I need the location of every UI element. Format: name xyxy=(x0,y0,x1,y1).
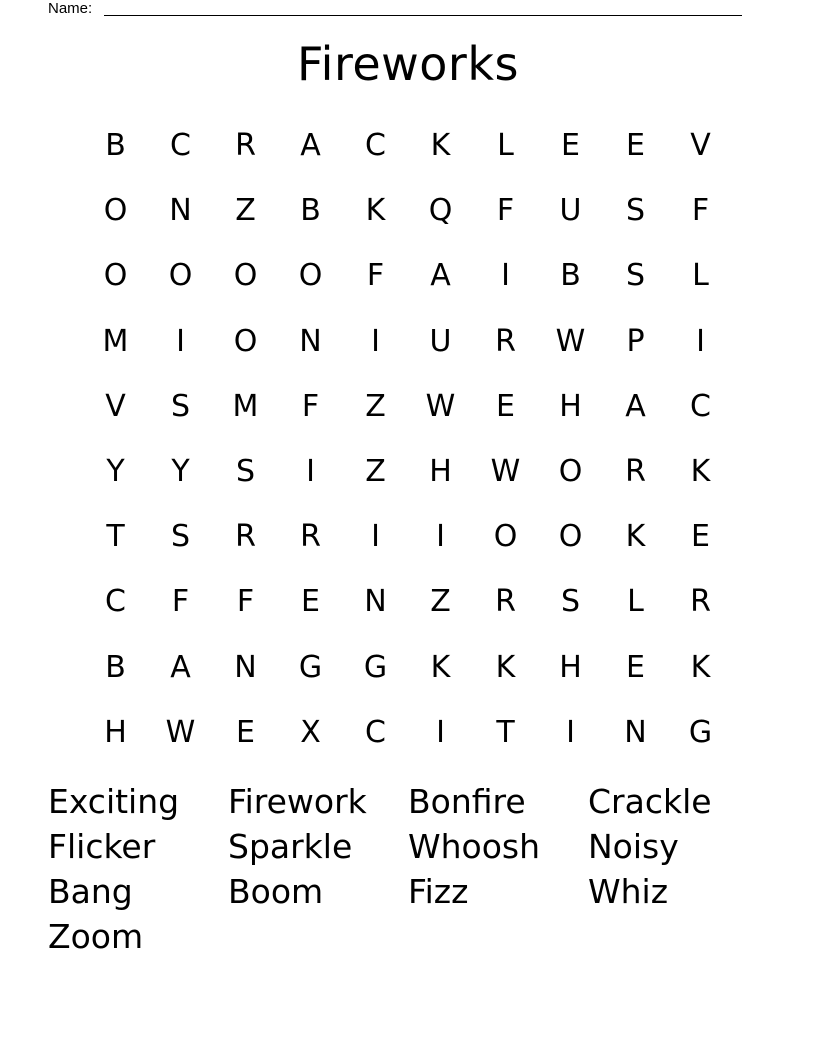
page-title: Fireworks xyxy=(297,37,519,91)
grid-letter: A xyxy=(625,388,646,424)
grid-letter: I xyxy=(371,323,380,359)
grid-letter: N xyxy=(299,323,322,359)
grid-letter: B xyxy=(105,649,126,685)
grid-letter: U xyxy=(429,323,452,359)
grid-letter: I xyxy=(696,323,705,359)
grid-letter: Z xyxy=(235,193,256,229)
grid-letter: K xyxy=(430,649,451,685)
grid-letter: I xyxy=(371,519,380,555)
grid-letter: I xyxy=(176,323,185,359)
grid-row xyxy=(83,113,733,178)
grid-letter: S xyxy=(235,454,256,490)
grid-letter: A xyxy=(170,649,191,685)
grid-row xyxy=(83,504,733,569)
grid-letter: I xyxy=(436,714,445,750)
grid-letter: E xyxy=(626,649,645,685)
grid-letter: I xyxy=(566,714,575,750)
grid-letter: E xyxy=(691,519,710,555)
word-list-item: Whiz xyxy=(588,872,669,911)
grid-row xyxy=(83,700,733,765)
name-field-row xyxy=(48,0,748,18)
grid-letter: V xyxy=(690,128,711,164)
word-list xyxy=(48,779,768,959)
grid-letter: K xyxy=(430,128,451,164)
grid-letter: Z xyxy=(365,454,386,490)
grid-letter: N xyxy=(624,714,647,750)
grid-letter: H xyxy=(559,388,582,424)
grid-letter: E xyxy=(626,128,645,164)
grid-letter: K xyxy=(625,519,646,555)
word-list-item: Boom xyxy=(228,872,324,911)
grid-letter: S xyxy=(170,519,191,555)
grid-letter: L xyxy=(627,584,644,620)
grid-letter: S xyxy=(625,258,646,294)
grid-letter: F xyxy=(496,193,515,229)
grid-letter: V xyxy=(105,388,126,424)
name-line[interactable] xyxy=(104,15,742,16)
grid-letter: E xyxy=(236,714,255,750)
grid-letter: N xyxy=(169,193,192,229)
grid-letter: E xyxy=(561,128,580,164)
grid-letter: B xyxy=(105,128,126,164)
grid-letter: K xyxy=(365,193,386,229)
grid-letter: Y xyxy=(106,454,125,490)
name-label: Name: xyxy=(48,0,93,17)
grid-letter: W xyxy=(425,388,456,424)
word-list-item: Firework xyxy=(228,782,367,821)
grid-letter: L xyxy=(692,258,709,294)
grid-letter: B xyxy=(300,193,321,229)
grid-letter: F xyxy=(301,388,320,424)
word-list-item: Sparkle xyxy=(228,827,353,866)
grid-letter: R xyxy=(235,519,256,555)
grid-letter: F xyxy=(691,193,710,229)
grid-letter: A xyxy=(300,128,321,164)
grid-letter: O xyxy=(558,454,583,490)
grid-letter: R xyxy=(625,454,646,490)
grid-letter: R xyxy=(495,323,516,359)
grid-letter: S xyxy=(625,193,646,229)
grid-letter: C xyxy=(105,584,126,620)
grid-letter: F xyxy=(236,584,255,620)
grid-letter: T xyxy=(106,519,125,555)
word-list-item: Crackle xyxy=(588,782,712,821)
grid-letter: U xyxy=(559,193,582,229)
grid-row xyxy=(83,635,733,700)
grid-letter: S xyxy=(170,388,191,424)
grid-letter: W xyxy=(490,454,521,490)
grid-letter: C xyxy=(170,128,191,164)
grid-letter: Z xyxy=(430,584,451,620)
grid-letter: C xyxy=(365,714,386,750)
grid-letter: K xyxy=(495,649,516,685)
grid-row xyxy=(83,439,733,504)
grid-letter: Y xyxy=(171,454,190,490)
grid-letter: Q xyxy=(428,193,453,229)
grid-letter: O xyxy=(233,323,258,359)
word-list-item: Zoom xyxy=(48,917,144,956)
grid-letter: F xyxy=(366,258,385,294)
grid-letter: O xyxy=(168,258,193,294)
grid-letter: P xyxy=(626,323,645,359)
grid-letter: H xyxy=(429,454,452,490)
word-list-item: Noisy xyxy=(588,827,679,866)
grid-letter: H xyxy=(559,649,582,685)
grid-letter: N xyxy=(234,649,257,685)
grid-row xyxy=(83,178,733,243)
grid-letter: R xyxy=(235,128,256,164)
grid-letter: G xyxy=(298,649,323,685)
grid-letter: H xyxy=(104,714,127,750)
grid-letter: I xyxy=(306,454,315,490)
grid-letter: S xyxy=(560,584,581,620)
grid-row xyxy=(83,243,733,308)
grid-letter: O xyxy=(493,519,518,555)
grid-letter: O xyxy=(233,258,258,294)
grid-letter: R xyxy=(690,584,711,620)
grid-letter: W xyxy=(165,714,196,750)
letter-grid xyxy=(83,113,733,765)
grid-letter: M xyxy=(232,388,259,424)
grid-letter: O xyxy=(103,193,128,229)
word-list-item: Fizz xyxy=(408,872,469,911)
grid-letter: T xyxy=(496,714,515,750)
grid-letter: R xyxy=(300,519,321,555)
grid-letter: K xyxy=(690,454,711,490)
grid-letter: Z xyxy=(365,388,386,424)
grid-letter: E xyxy=(496,388,515,424)
grid-letter: W xyxy=(555,323,586,359)
word-list-item: Whoosh xyxy=(408,827,541,866)
word-list-item: Flicker xyxy=(48,827,156,866)
grid-letter: G xyxy=(363,649,388,685)
grid-letter: O xyxy=(298,258,323,294)
word-list-item: Bang xyxy=(48,872,133,911)
word-list-item: Bonfire xyxy=(408,782,526,821)
grid-letter: C xyxy=(690,388,711,424)
grid-letter: B xyxy=(560,258,581,294)
grid-letter: X xyxy=(300,714,321,750)
grid-letter: L xyxy=(497,128,514,164)
grid-letter: G xyxy=(688,714,713,750)
grid-letter: I xyxy=(501,258,510,294)
grid-letter: M xyxy=(102,323,129,359)
grid-row xyxy=(83,569,733,634)
word-list-item: Exciting xyxy=(48,782,180,821)
grid-letter: R xyxy=(495,584,516,620)
grid-row xyxy=(83,309,733,374)
grid-letter: F xyxy=(171,584,190,620)
grid-letter: K xyxy=(690,649,711,685)
grid-letter: I xyxy=(436,519,445,555)
grid-letter: C xyxy=(365,128,386,164)
grid-letter: A xyxy=(430,258,451,294)
grid-letter: N xyxy=(364,584,387,620)
grid-letter: O xyxy=(103,258,128,294)
grid-row xyxy=(83,374,733,439)
grid-letter: O xyxy=(558,519,583,555)
grid-letter: E xyxy=(301,584,320,620)
